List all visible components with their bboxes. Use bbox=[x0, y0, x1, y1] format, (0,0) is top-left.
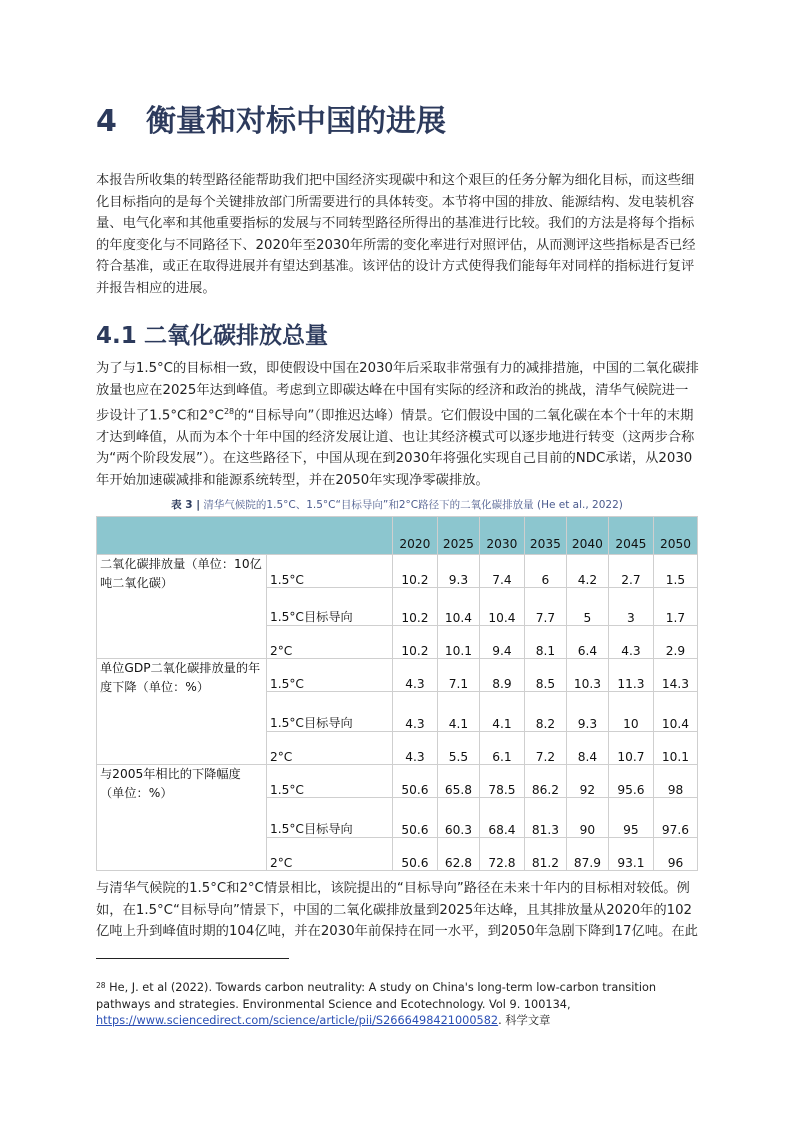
value-cell: 6.1 bbox=[479, 732, 524, 765]
scenario-cell: 1.5°C目标导向 bbox=[266, 692, 392, 732]
value-cell: 7.7 bbox=[524, 588, 566, 626]
value-cell: 6 bbox=[524, 555, 566, 588]
value-cell: 5.5 bbox=[437, 732, 479, 765]
value-cell: 10.3 bbox=[566, 659, 608, 692]
scenario-cell: 1.5°C bbox=[266, 555, 392, 588]
footnote-link[interactable]: https://www.sciencedirect.com/science/article/pii/S2666498421000582 bbox=[96, 1014, 499, 1027]
value-cell: 81.2 bbox=[524, 838, 566, 871]
value-cell: 68.4 bbox=[479, 798, 524, 838]
value-cell: 10.2 bbox=[392, 588, 437, 626]
value-cell: 10.2 bbox=[392, 626, 437, 659]
value-cell: 50.6 bbox=[392, 838, 437, 871]
value-cell: 8.4 bbox=[566, 732, 608, 765]
paragraph-text-start: 为了与1.5°C的目标相一致，即使假设中国在2030年后采取非常强有力的减排措施，中国的二氧化碳排放量也应在2025年达到峰值。考虑到立即碳达峰在中国有实际的经济和政治的挑战，清华气候院进一步设计了1.5°C和2°C bbox=[96, 361, 699, 424]
value-cell: 92 bbox=[566, 765, 608, 798]
value-cell: 10.1 bbox=[437, 626, 479, 659]
value-cell: 81.3 bbox=[524, 798, 566, 838]
value-cell: 8.9 bbox=[479, 659, 524, 692]
subsection-title: 二氧化碳排放总量 bbox=[144, 323, 328, 349]
metric-label-cell: 单位GDP二氧化碳排放量的年度下降（单位：%） bbox=[97, 659, 267, 765]
value-cell: 86.2 bbox=[524, 765, 566, 798]
value-cell: 98 bbox=[653, 765, 697, 798]
value-cell: 50.6 bbox=[392, 798, 437, 838]
after-table-paragraph: 与清华气候院的1.5°C和2°C情景相比，该院提出的“目标导向”路径在未来十年内的目标相对较低。例如，在1.5°C“目标导向”情景下，中国的二氧化碳排放量到2025年达峰，且其排放量从2020年的102亿吨上升到峰值时期的104亿吨，并在2030年前保持在同一水平，到2050年急剧下降到17亿吨。在此 bbox=[96, 881, 698, 939]
value-cell: 14.3 bbox=[653, 659, 697, 692]
value-cell: 2.9 bbox=[653, 626, 697, 659]
value-cell: 4.3 bbox=[392, 659, 437, 692]
value-cell: 11.3 bbox=[608, 659, 653, 692]
value-cell: 9.4 bbox=[479, 626, 524, 659]
table-caption-text: 清华气候院的1.5°C、1.5°C“目标导向”和2°C路径下的二氧化碳排放量 (He et al., 2022) bbox=[200, 499, 623, 511]
value-cell: 4.2 bbox=[566, 555, 608, 588]
value-cell: 87.9 bbox=[566, 838, 608, 871]
value-cell: 60.3 bbox=[437, 798, 479, 838]
value-cell: 7.4 bbox=[479, 555, 524, 588]
section-title: 衡量和对标中国的进展 bbox=[146, 104, 446, 139]
value-cell: 10.4 bbox=[437, 588, 479, 626]
scenario-cell: 2°C bbox=[266, 732, 392, 765]
footnote bbox=[96, 980, 700, 1030]
value-cell: 90 bbox=[566, 798, 608, 838]
value-cell: 9.3 bbox=[437, 555, 479, 588]
section-number: 4 bbox=[96, 104, 117, 139]
table-row bbox=[97, 659, 698, 692]
year-header: 2020 bbox=[392, 517, 437, 555]
year-header: 2035 bbox=[524, 517, 566, 555]
table-caption-label: 表 3 | bbox=[171, 499, 201, 511]
value-cell: 8.2 bbox=[524, 692, 566, 732]
subsection-number: 4.1 bbox=[96, 323, 137, 349]
value-cell: 6.4 bbox=[566, 626, 608, 659]
value-cell: 8.5 bbox=[524, 659, 566, 692]
year-header: 2030 bbox=[479, 517, 524, 555]
value-cell: 4.3 bbox=[608, 626, 653, 659]
value-cell: 95.6 bbox=[608, 765, 653, 798]
value-cell: 65.8 bbox=[437, 765, 479, 798]
value-cell: 78.5 bbox=[479, 765, 524, 798]
metric-label-cell: 与2005年相比的下降幅度（单位：%） bbox=[97, 765, 267, 871]
year-header: 2025 bbox=[437, 517, 479, 555]
footnote-divider bbox=[96, 958, 289, 959]
value-cell: 8.1 bbox=[524, 626, 566, 659]
value-cell: 7.2 bbox=[524, 732, 566, 765]
value-cell: 62.8 bbox=[437, 838, 479, 871]
footnote-suffix: . 科学文章 bbox=[498, 1014, 551, 1027]
value-cell: 93.1 bbox=[608, 838, 653, 871]
table-row bbox=[97, 555, 698, 588]
value-cell: 10 bbox=[608, 692, 653, 732]
emissions-table bbox=[96, 516, 698, 871]
metric-label-cell: 二氧化碳排放量（单位：10亿吨二氧化碳） bbox=[97, 555, 267, 659]
value-cell: 10.4 bbox=[653, 692, 697, 732]
value-cell: 1.7 bbox=[653, 588, 697, 626]
value-cell: 4.1 bbox=[437, 692, 479, 732]
value-cell: 4.3 bbox=[392, 692, 437, 732]
value-cell: 10.7 bbox=[608, 732, 653, 765]
scenario-cell: 1.5°C目标导向 bbox=[266, 798, 392, 838]
subsection-heading bbox=[96, 317, 328, 350]
scenario-cell: 1.5°C bbox=[266, 659, 392, 692]
year-header: 2045 bbox=[608, 517, 653, 555]
value-cell: 95 bbox=[608, 798, 653, 838]
value-cell: 72.8 bbox=[479, 838, 524, 871]
value-cell: 10.2 bbox=[392, 555, 437, 588]
footnote-number: 28 bbox=[96, 981, 106, 990]
paragraph-text-end: 的“目标导向”（即推迟达峰）情景。它们假设中国的二氧化碳在本个十年的末期才达到峰值，从而为本个十年中国的经济发展让道、也让其经济模式可以逐步地进行转变（这两步合称为“两个阶段发展”）。在这些路径下，中国从现在到2030年将强化实现自己目前的NDC承诺，从2030年开始加速碳减排和能源系统转型，并在2050年实现净零碳排放。 bbox=[96, 408, 695, 488]
value-cell: 5 bbox=[566, 588, 608, 626]
value-cell: 1.5 bbox=[653, 555, 697, 588]
value-cell: 9.3 bbox=[566, 692, 608, 732]
table-header-row bbox=[97, 517, 698, 555]
value-cell: 3 bbox=[608, 588, 653, 626]
value-cell: 4.1 bbox=[479, 692, 524, 732]
value-cell: 10.1 bbox=[653, 732, 697, 765]
value-cell: 2.7 bbox=[608, 555, 653, 588]
scenario-cell: 1.5°C bbox=[266, 765, 392, 798]
footnote-text: He, J. et al (2022). Towards carbon neutrality: A study on China's long-term low-carbon transition pathways and strategies. Environmental Science and Ecotechnology. Vol 9. 100134, bbox=[96, 981, 657, 1011]
year-header: 2040 bbox=[566, 517, 608, 555]
header-blank-cell bbox=[97, 517, 393, 555]
value-cell: 50.6 bbox=[392, 765, 437, 798]
scenario-cell: 2°C bbox=[266, 838, 392, 871]
section-heading bbox=[96, 96, 446, 140]
scenario-cell: 2°C bbox=[266, 626, 392, 659]
value-cell: 7.1 bbox=[437, 659, 479, 692]
intro-paragraph: 本报告所收集的转型路径能帮助我们把中国经济实现碳中和这个艰巨的任务分解为细化目标，而这些细化目标指向的是每个关键排放部门所需要进行的具体转变。本节将中国的排放、能源结构、发电装机容量、电气化率和其他重要指标的发展与不同转型路径所得出的基准进行比较。我们的方法是将每个指标的年度变化与不同路径下、2020年至2030年所需的变化率进行对照评估，从而测评这些指标是否已经符合基准，或正在取得进展并有望达到基准。该评估的设计方式使得我们能每年对同样的指标进行复评并报告相应的进展。 bbox=[96, 173, 696, 296]
value-cell: 96 bbox=[653, 838, 697, 871]
value-cell: 10.4 bbox=[479, 588, 524, 626]
subsection-paragraph bbox=[96, 358, 700, 491]
year-header: 2050 bbox=[653, 517, 697, 555]
table-row bbox=[97, 765, 698, 798]
value-cell: 4.3 bbox=[392, 732, 437, 765]
scenario-cell: 1.5°C目标导向 bbox=[266, 588, 392, 626]
footnote-reference[interactable]: 28 bbox=[223, 407, 235, 416]
value-cell: 97.6 bbox=[653, 798, 697, 838]
table-caption bbox=[96, 497, 698, 512]
